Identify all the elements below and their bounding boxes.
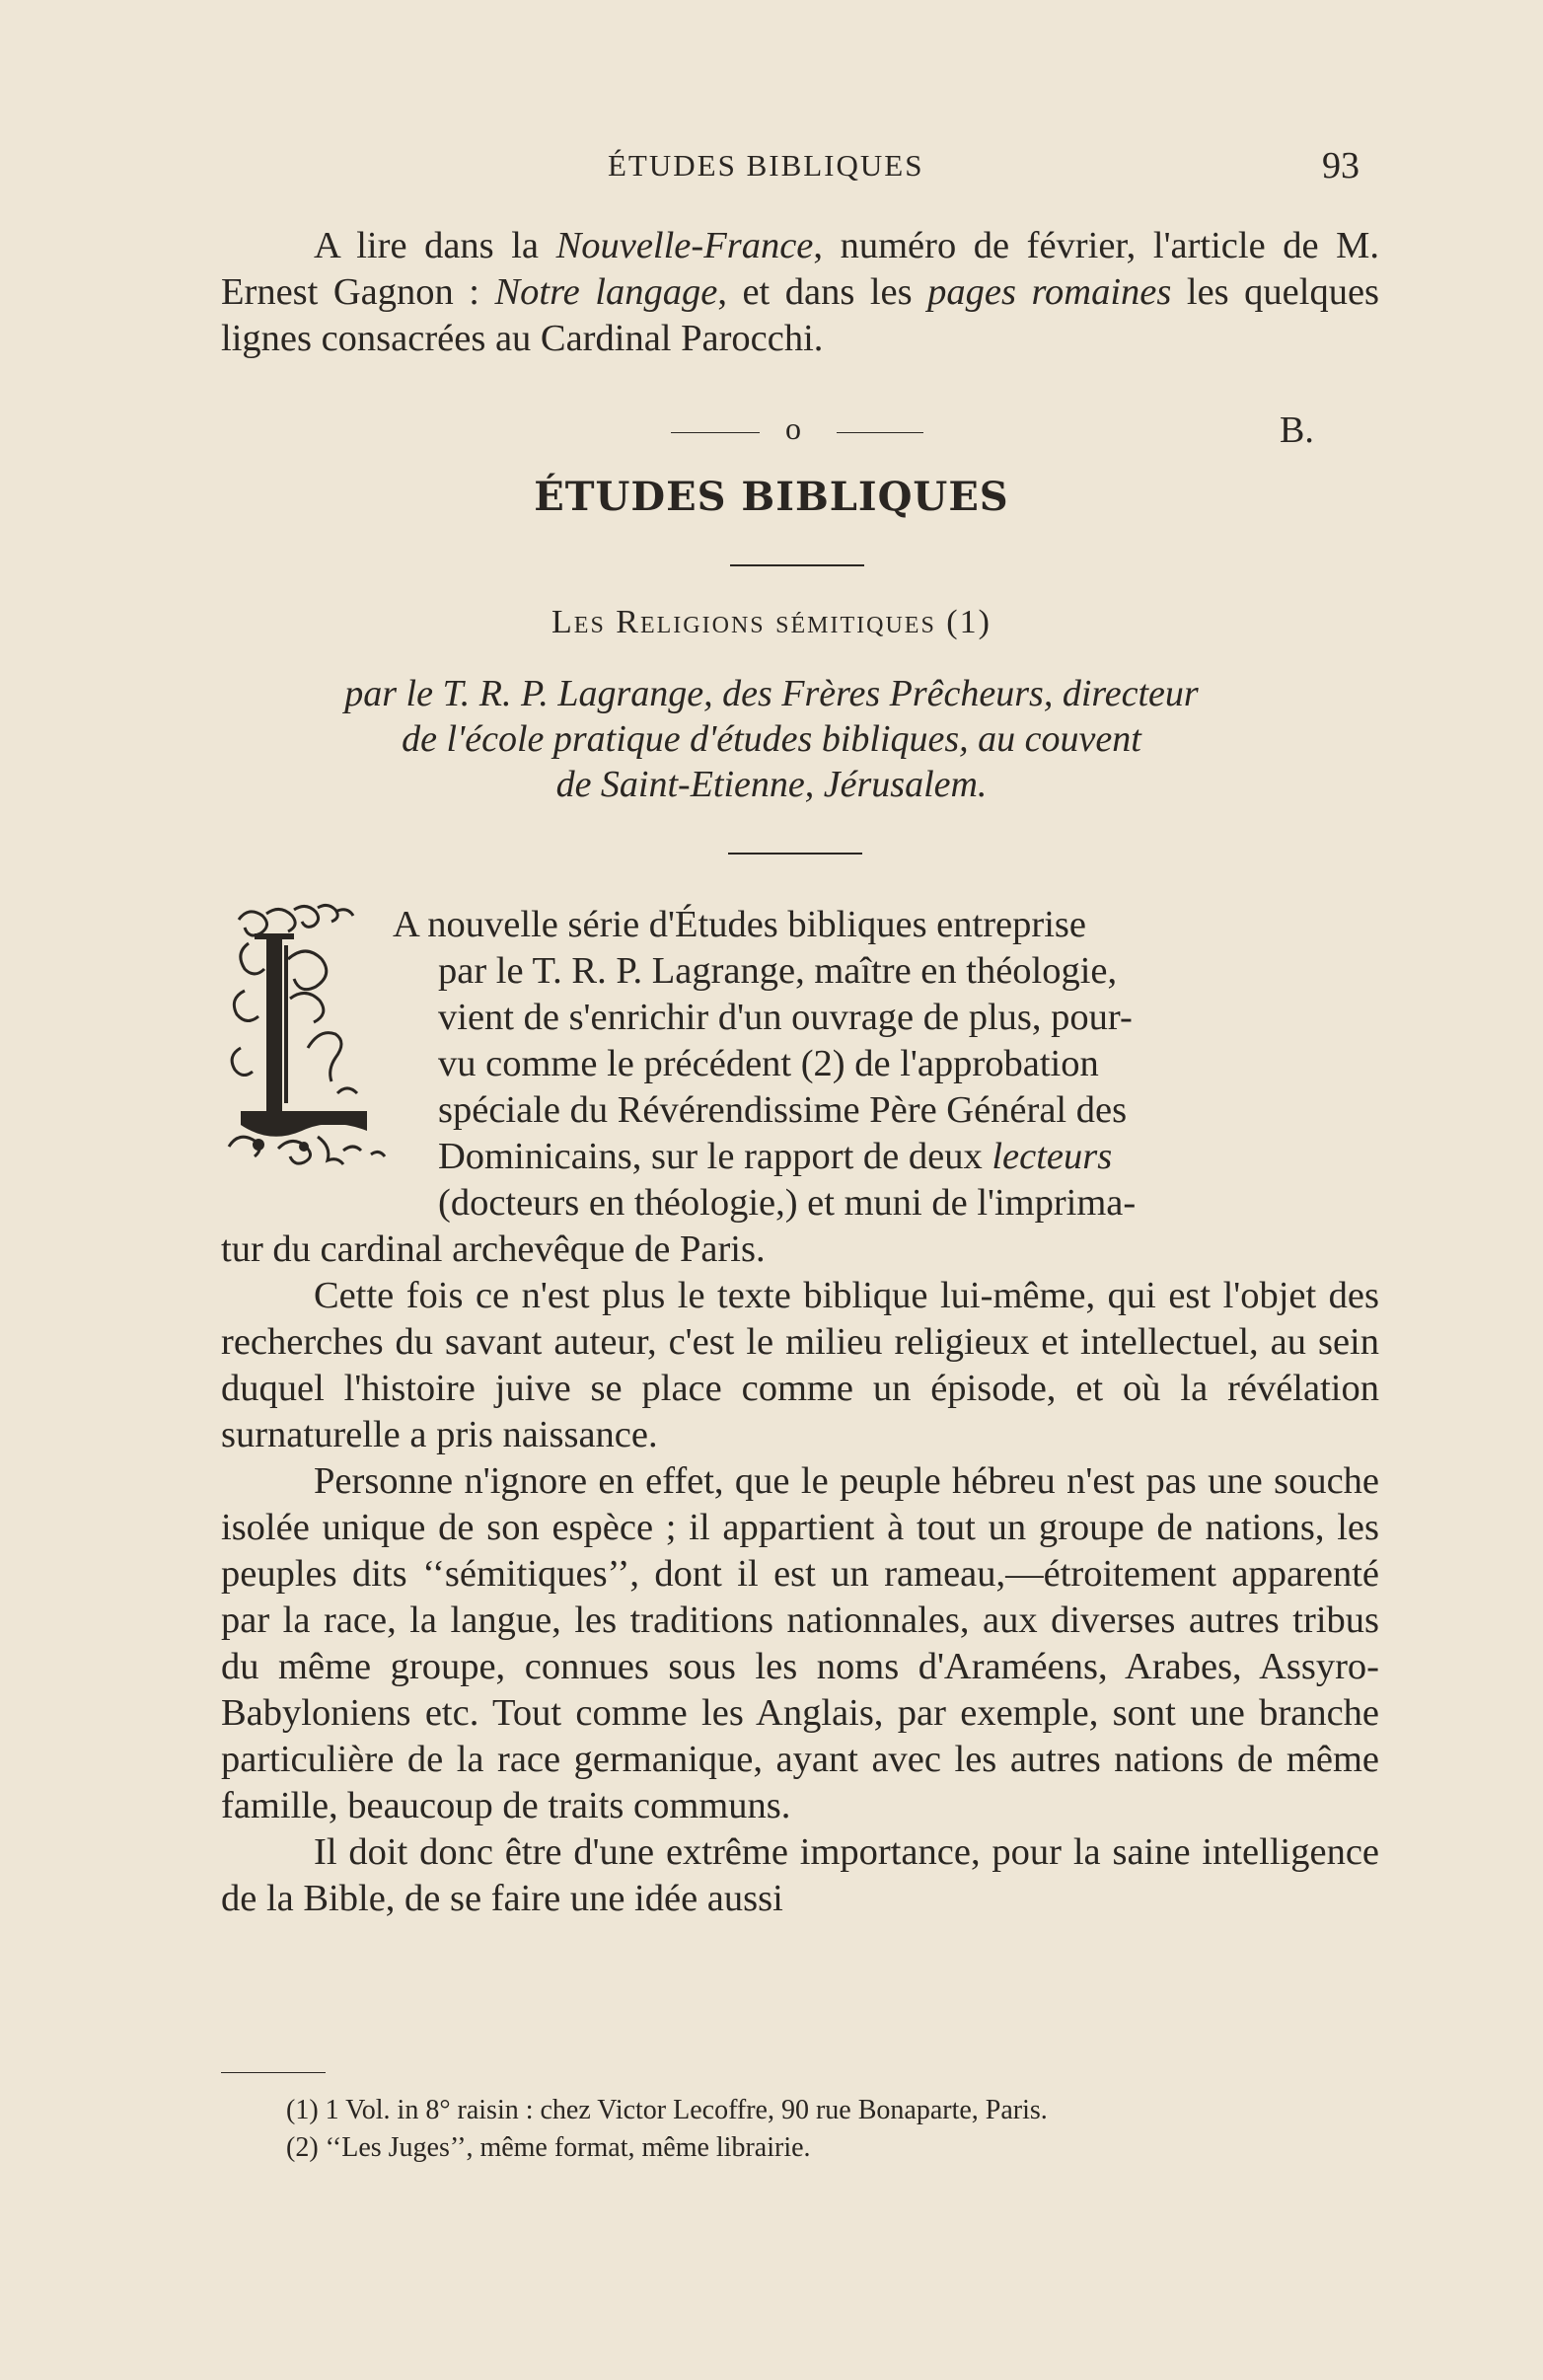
body-paragraph-3: Il doit donc être d'une extrême importance, pour la saine intelligence de la Bible, de se faire une idée aussi — [221, 1831, 1379, 1919]
byline — [0, 671, 1543, 807]
title-rule — [730, 564, 864, 566]
intro-text-4: les quelques lignes consacrées au Cardinal Parocchi. — [221, 271, 1380, 359]
section-title: ÉTUDES BIBLIQUES — [534, 474, 1009, 520]
intro-text-3: , et dans les — [717, 271, 928, 313]
separator-line-right — [837, 432, 923, 433]
separator-mark: o — [785, 410, 801, 446]
lead-line — [393, 1134, 1379, 1180]
intro-italic-3: pages romaines — [927, 271, 1172, 313]
body-paragraph-2: Personne n'ignore en effet, que le peuple hébreu n'est pas une souche isolée unique de son espèce ; il appartient à tout un groupe de nations, les peuples dits ‘‘sémitiques’’, dont il est un rameau,—étroitement apparenté par la race, la langue, les traditions nationnales, aux diverses autres tribus du même groupe, connues sous les noms d'Araméens, Arabes, Assyro-Babyloniens etc. Tout comme les Anglais, par exemple, sont une branche particulière de la race germanique, ayant avec les autres nations de même famille, beaucoup de traits communs. — [221, 1460, 1379, 1826]
lead-line: (docteurs en théologie,) et muni de l'imprima- — [438, 1182, 1137, 1224]
intro-italic-1: Nouvelle-France — [555, 225, 814, 266]
lead-line: spéciale du Révérendissime Père Général des — [438, 1089, 1128, 1131]
intro-paragraph — [221, 223, 1379, 362]
running-title: ÉTUDES BIBLIQUES — [608, 148, 924, 183]
body-text — [221, 1227, 1379, 1922]
intro-text-1: A lire dans la — [314, 225, 556, 266]
lead-line: par le T. R. P. Lagrange, maître en théologie, — [438, 950, 1118, 992]
intro-italic-2: Notre langage — [494, 271, 718, 313]
separator-line-left — [671, 432, 760, 433]
work-title: Les Religions sémitiques (1) — [551, 604, 992, 640]
footnote-rule — [221, 2072, 326, 2073]
lead-line: A nouvelle série d'Études bibliques entreprise — [393, 904, 1086, 945]
intro-text-2: , numéro de février, l'article de M. Ernest Gagnon : — [221, 225, 1379, 313]
footnotes — [286, 2092, 1381, 2167]
lead-line-text: Dominicains, sur le rapport de deux — [438, 1136, 992, 1177]
lead-continuation: tur du cardinal archevêque de Paris. — [221, 1228, 766, 1270]
lead-line: vient de s'enrichir d'un ouvrage de plus, pour- — [438, 997, 1133, 1038]
separator — [0, 410, 1543, 450]
byline-rule — [728, 853, 862, 855]
footnote-1: (1) 1 Vol. in 8° raisin : chez Victor Lecoffre, 90 rue Bonaparte, Paris. — [286, 2095, 1048, 2125]
byline-line-3: de Saint-Etienne, Jérusalem. — [555, 764, 988, 805]
running-head — [0, 145, 1543, 187]
byline-line-1: par le T. R. P. Lagrange, des Frères Prêcheurs, directeur — [344, 673, 1199, 714]
lead-line: vu comme le précédent (2) de l'approbation — [438, 1043, 1099, 1084]
ornamental-dropcap-letter — [219, 900, 406, 1176]
byline-line-2: de l'école pratique d'études bibliques, au couvent — [402, 718, 1141, 760]
lead-line-italic: lecteurs — [992, 1136, 1113, 1177]
lead-paragraph — [393, 902, 1379, 1227]
page-number: 93 — [1322, 145, 1359, 186]
footnote-2: (2) ‘‘Les Juges’’, même format, même librairie. — [286, 2132, 811, 2163]
body-paragraph-1: Cette fois ce n'est plus le texte biblique lui-même, qui est l'objet des recherches du savant auteur, c'est le milieu religieux et intellectuel, au sein duquel l'histoire juive se place comme un épisode, et où la révélation surnaturelle a pris naissance. — [221, 1275, 1379, 1455]
signature: B. — [1280, 409, 1314, 451]
